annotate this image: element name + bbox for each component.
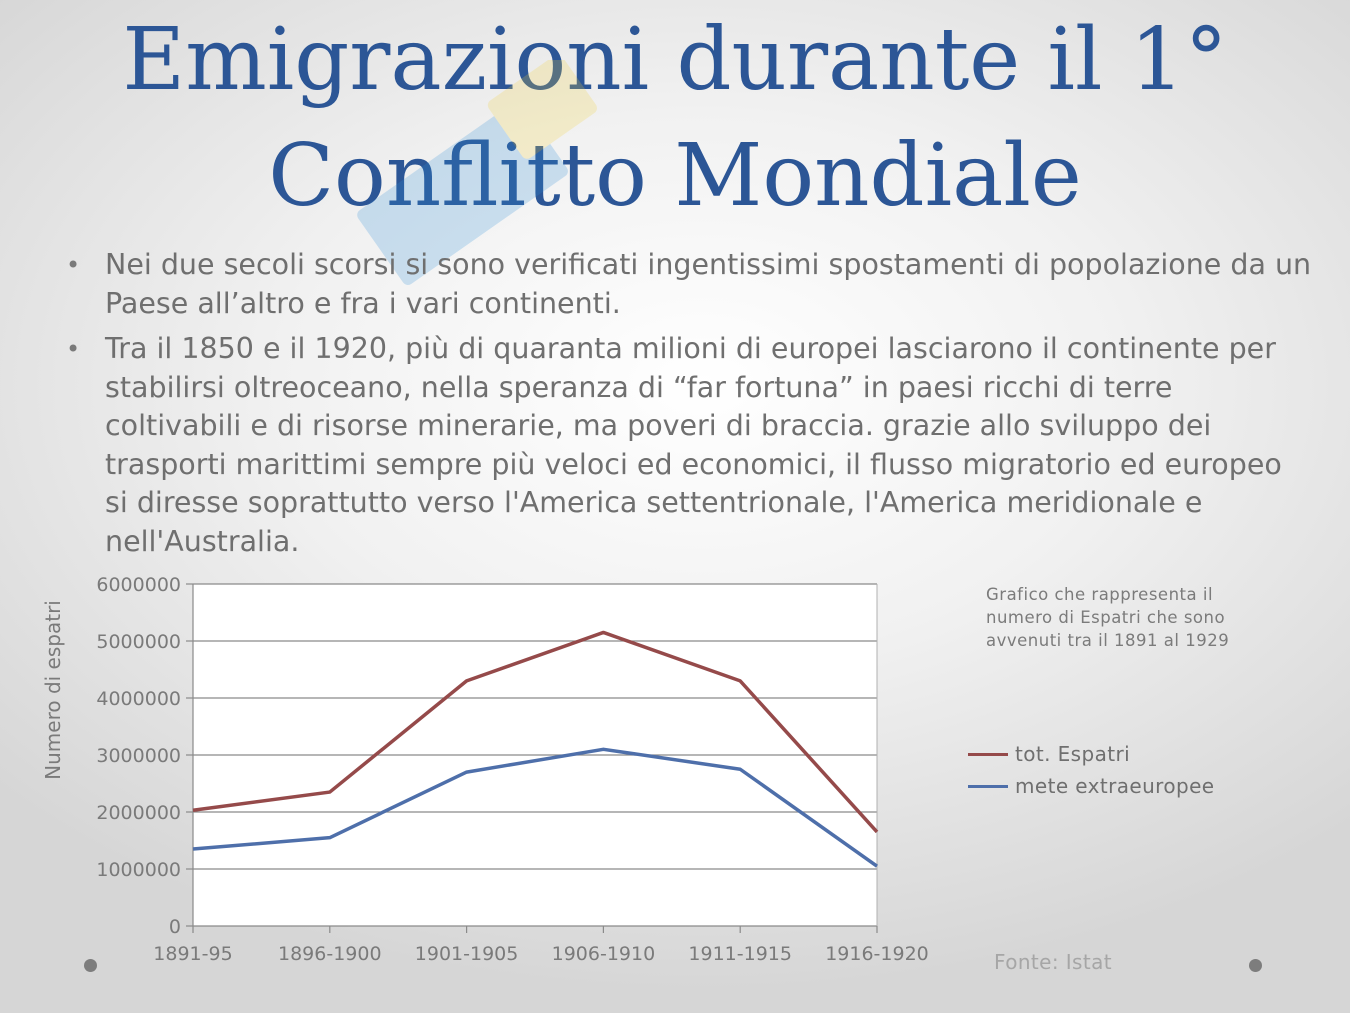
- legend-label: mete extraeuropee: [1015, 774, 1215, 798]
- bullet-text: Nei due secoli scorsi si sono verificati ingentissimi spostamenti di popolazione da un Paese all’altro e fra i vari continenti.: [105, 248, 1312, 320]
- y-tick-labels: [96, 574, 181, 938]
- bullet-text: Tra il 1850 e il 1920, più di quaranta milioni di europei lasciarono il continente per stabilirsi oltreoceano, nella speranza di “far fortuna” in paesi ricchi di terre coltivabili e di risorse minerarie, ma poveri di braccia. grazie allo sviluppo dei trasporti marittimi sempre più veloci ed economici, il flusso migratorio ed europeo si diresse soprattutto verso l'America settentrionale, l'America meridionale e nell'Australia.: [105, 332, 1282, 558]
- y-tick-label: 6000000: [96, 574, 181, 596]
- x-tick-label: 1911-1915: [688, 943, 792, 965]
- y-tick-label: 0: [168, 916, 181, 938]
- y-tick-label: 4000000: [96, 688, 181, 710]
- legend-item: [968, 770, 1215, 802]
- title-line-1: Emigrazioni durante il 1°: [122, 10, 1228, 110]
- legend-item: [968, 738, 1215, 770]
- title-line-2: Conflitto Mondiale: [268, 126, 1082, 226]
- chart-legend: [968, 738, 1215, 802]
- bullet-item: • Nei due secoli scorsi si sono verificati ingentissimi spostamenti di popolazione da un Paese all’altro e fra i vari continenti.: [66, 248, 1312, 320]
- legend-swatch: [968, 753, 1008, 756]
- y-tick-label: 3000000: [96, 745, 181, 767]
- legend-label: tot. Espatri: [1015, 742, 1131, 766]
- x-tick-label: 1891-95: [153, 943, 233, 965]
- x-tick-labels: [153, 943, 928, 965]
- x-tick-label: 1901-1905: [414, 943, 519, 965]
- x-tick-label: 1896-1900: [278, 943, 382, 965]
- y-tick-label: 2000000: [96, 802, 181, 824]
- y-tick-label: 1000000: [96, 859, 181, 881]
- bottom-left-dot: [84, 959, 97, 972]
- bullet-item: • Tra il 1850 e il 1920, più di quaranta milioni di europei lasciarono il continente per stabilirsi oltreoceano, nella speranza di “far fortuna” in paesi ricchi di terre coltivabili e di risorse minerarie, ma poveri di braccia. grazie allo sviluppo dei trasporti marittimi sempre più veloci ed economici, il flusso migratorio ed europeo si diresse soprattutto verso l'America settentrionale, l'America meridionale e nell'Australia.: [66, 332, 1282, 558]
- bottom-right-dot: [1249, 959, 1262, 972]
- legend-swatch: [968, 785, 1008, 788]
- source-note: Fonte: Istat: [994, 950, 1113, 974]
- x-tick-label: 1906-1910: [551, 943, 656, 965]
- chart-caption: Grafico che rappresenta il numero di Espatri che sono avvenuti tra il 1891 al 1929: [986, 585, 1230, 650]
- y-axis-label: Numero di espatri: [41, 600, 65, 780]
- x-tick-label: 1916-1920: [825, 943, 929, 965]
- y-tick-label: 5000000: [96, 631, 181, 653]
